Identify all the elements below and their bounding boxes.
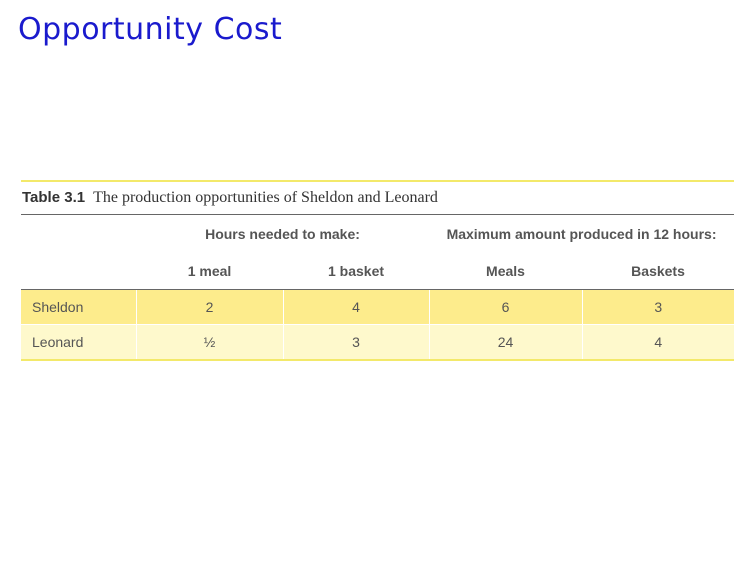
- table-caption: [21, 182, 734, 214]
- empty-subheader: [21, 253, 136, 290]
- cell-max-meals: 6: [429, 290, 582, 325]
- subheader-1-basket: 1 basket: [283, 253, 429, 290]
- cell-hours-basket: 3: [283, 325, 429, 360]
- group-header-maximum: Maximum amount produced in 12 hours:: [446, 226, 717, 242]
- subheader-meals: Meals: [429, 253, 582, 290]
- cell-max-baskets: 4: [582, 325, 734, 360]
- row-name: Sheldon: [21, 290, 136, 325]
- slide-title: Opportunity Cost: [18, 12, 283, 47]
- table-row-leonard: [21, 325, 734, 360]
- production-table: [21, 180, 734, 361]
- empty-header: [21, 215, 136, 253]
- group-header-hours: Hours needed to make:: [205, 226, 360, 242]
- table-bottom-rule: [21, 359, 734, 361]
- table-caption-text: The production opportunities of Sheldon and Leonard: [93, 189, 438, 206]
- subheader-1-meal: 1 meal: [136, 253, 283, 290]
- table-number: Table 3.1: [22, 189, 86, 206]
- cell-max-meals: 24: [429, 325, 582, 360]
- cell-hours-meal: ½: [136, 325, 283, 360]
- subheader-baskets: Baskets: [582, 253, 734, 290]
- cell-hours-basket: 4: [283, 290, 429, 325]
- row-name: Leonard: [21, 325, 136, 360]
- cell-max-baskets: 3: [582, 290, 734, 325]
- data-table: [21, 215, 734, 359]
- cell-hours-meal: 2: [136, 290, 283, 325]
- table-row-sheldon: [21, 290, 734, 325]
